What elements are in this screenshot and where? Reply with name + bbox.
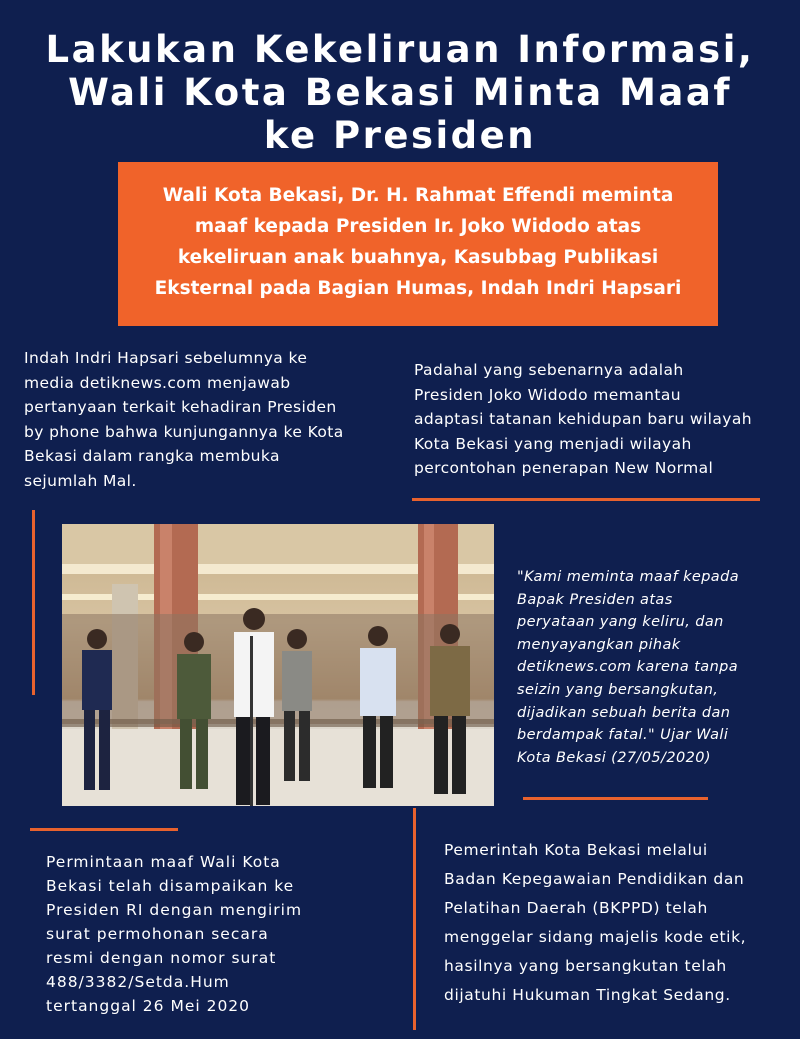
paragraph-line: 488/3382/Setda.Hum bbox=[46, 973, 230, 991]
quote-line: berdampak fatal." Ujar Wali bbox=[517, 727, 729, 744]
quote-line: Bapak Presiden atas bbox=[517, 591, 673, 608]
quote-line: menyayangkan pihak bbox=[517, 636, 681, 653]
paragraph-line: resmi dengan nomor surat bbox=[46, 949, 277, 967]
quote-line: Kota Bekasi (27/05/2020) bbox=[517, 749, 711, 766]
paragraph-line: hasilnya yang bersangkutan telah bbox=[444, 957, 727, 975]
lead-line: maaf kepada Presiden Ir. Joko Widodo atas bbox=[194, 216, 642, 237]
press-conference-photo bbox=[62, 524, 494, 806]
paragraph-line: Padahal yang sebenarnya adalah bbox=[414, 361, 684, 379]
paragraph-line: Pemerintah Kota Bekasi melalui bbox=[444, 841, 708, 859]
divider-horizontal-left bbox=[30, 828, 178, 831]
paragraph-line: menggelar sidang majelis kode etik, bbox=[444, 928, 747, 946]
paragraph-line: Bekasi dalam rangka membuka bbox=[24, 447, 280, 465]
divider-horizontal-quote bbox=[523, 797, 708, 800]
lead-line: Wali Kota Bekasi, Dr. H. Rahmat Effendi meminta bbox=[162, 185, 674, 206]
quote-line: dijadikan sebuah berita dan bbox=[517, 704, 731, 721]
paragraph-line: Presiden RI dengan mengirim bbox=[46, 901, 303, 919]
quote-line: "Kami meminta maaf kepada bbox=[517, 569, 739, 585]
paragraph-line: Indah Indri Hapsari sebelumnya ke bbox=[24, 349, 308, 367]
paragraph-clarification bbox=[414, 358, 752, 481]
lead-summary-box bbox=[118, 162, 718, 326]
headline-line: Wali Kota Bekasi Minta Maaf bbox=[68, 71, 732, 114]
paragraph-line: Kota Bekasi yang menjadi wilayah bbox=[414, 434, 692, 453]
paragraph-line: surat permohonan secara bbox=[46, 925, 269, 943]
quote-line: peryataan yang keliru, dan bbox=[517, 614, 724, 631]
paragraph-line: Pelatihan Daerah (BKPPD) telah bbox=[444, 899, 708, 917]
paragraph-line: percontohan penerapan New Normal bbox=[414, 459, 714, 477]
paragraph-line: Presiden Joko Widodo memantau bbox=[414, 385, 681, 404]
quote-line: seizin yang bersangkutan, bbox=[517, 681, 719, 698]
quote-block bbox=[517, 566, 739, 769]
divider-horizontal-right bbox=[412, 498, 760, 501]
paragraph-line: Permintaan maaf Wali Kota bbox=[46, 853, 281, 871]
divider-vertical-center bbox=[413, 808, 416, 1030]
paragraph-line: Bekasi telah disampaikan ke bbox=[46, 877, 295, 895]
paragraph-line: media detiknews.com menjawab bbox=[24, 373, 291, 392]
paragraph-background bbox=[24, 346, 344, 493]
paragraph-line: pertanyaan terkait kehadiran Presiden bbox=[24, 398, 337, 416]
paragraph-apology-letter bbox=[46, 850, 302, 1018]
paragraph-line: by phone bahwa kunjungannya ke Kota bbox=[24, 422, 344, 441]
paragraph-line: tertanggal 26 Mei 2020 bbox=[46, 997, 251, 1015]
paragraph-sanction bbox=[444, 836, 746, 1010]
headline-line: ke Presiden bbox=[263, 114, 537, 157]
divider-vertical-left bbox=[32, 510, 35, 695]
paragraph-line: dijatuhi Hukuman Tingkat Sedang. bbox=[444, 986, 731, 1004]
quote-line: detiknews.com karena tanpa bbox=[517, 659, 739, 676]
paragraph-line: adaptasi tatanan kehidupan baru wilayah bbox=[414, 410, 752, 428]
lead-line: kekeliruan anak buahnya, Kasubbag Publikasi bbox=[177, 247, 659, 268]
headline bbox=[40, 28, 760, 157]
headline-line: Lakukan Kekeliruan Informasi, bbox=[45, 28, 755, 71]
lead-line: Eksternal pada Bagian Humas, Indah Indri Hapsari bbox=[154, 278, 682, 299]
paragraph-line: Badan Kepegawaian Pendidikan dan bbox=[444, 870, 745, 888]
photo-illustration bbox=[62, 524, 494, 806]
paragraph-line: sejumlah Mal. bbox=[24, 471, 137, 490]
